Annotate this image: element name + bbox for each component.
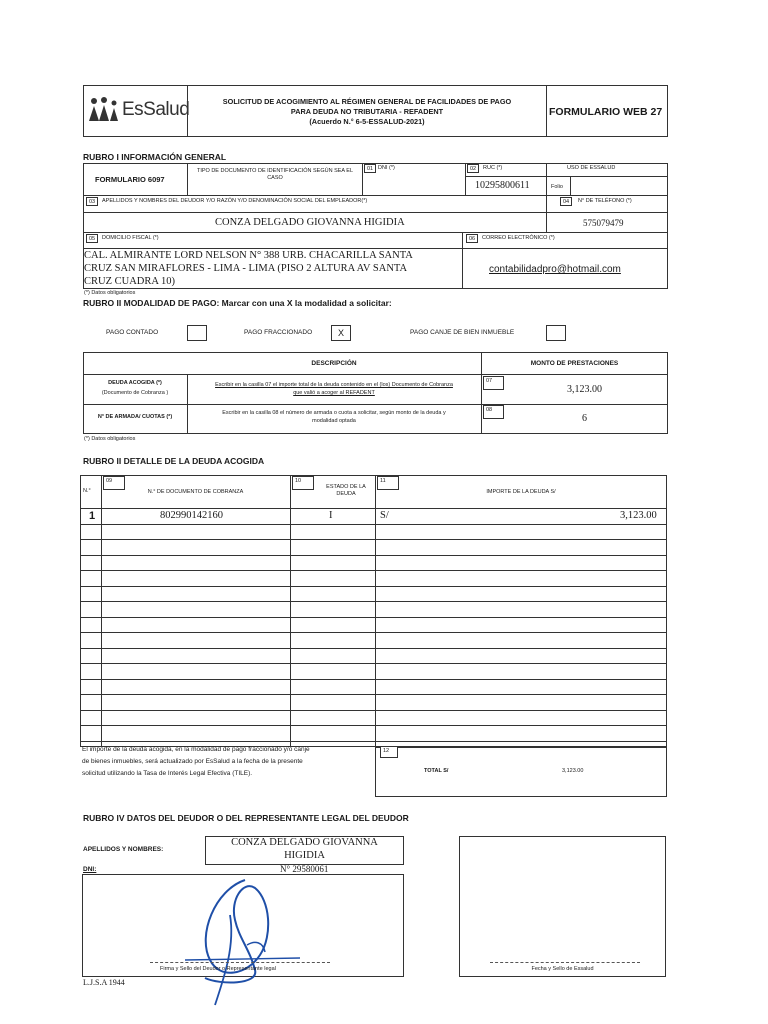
folio-label: Folio xyxy=(551,184,563,190)
cuotas-desc-1: Escribir en la casilla 08 el número de armada o cuota a solicitar, según monto de la deuda y xyxy=(222,410,446,416)
signature-caption: Firma y Sello del Deudor o Representante legal xyxy=(160,966,276,972)
essalud-caption: Fecha y Sello de Essalud xyxy=(531,966,594,972)
rubro1-heading: RUBRO I INFORMACIÓN GENERAL xyxy=(83,152,227,162)
table-row xyxy=(80,524,667,525)
table-row xyxy=(80,601,667,602)
rubro1-note: (*) Datos obligatorios xyxy=(84,290,136,296)
phone-value: 575079479 xyxy=(583,218,624,228)
table-row xyxy=(80,648,667,649)
footnote-line-1: El importe de la deuda acogida, en la modalidad de pago fraccionado y/o canje xyxy=(82,746,310,753)
table-row xyxy=(80,586,667,587)
address-label: DOMICILIO FISCAL (*) xyxy=(102,235,159,241)
title-line-2: PARA DEUDA NO TRIBUTARIA - REFADENT xyxy=(290,107,444,116)
table-row xyxy=(80,694,667,695)
address-line-2: CRUZ SAN MIRAFLORES - LIMA - LIMA (PISO 2 ALTURA AV SANTA xyxy=(84,263,408,274)
table-row xyxy=(80,679,667,680)
row-1-number: 1 xyxy=(89,510,96,522)
box-03: 03 xyxy=(86,197,98,206)
deuda-acogida-value: 3,123.00 xyxy=(567,384,602,395)
dni-field-label: DNI: xyxy=(83,866,97,873)
table-row xyxy=(80,570,667,571)
col-importe: IMPORTE DE LA DEUDA S/ xyxy=(486,489,556,495)
row-1-doc: 802990142160 xyxy=(160,510,223,521)
form-web-label: FORMULARIO WEB 27 xyxy=(549,106,663,118)
cuotas-label: N° DE ARMADA/ CUOTAS (*) xyxy=(97,414,173,420)
title-line-1: SOLICITUD DE ACOGIMIENTO AL RÉGIMEN GENERAL DE FACILIDADES DE PAGO xyxy=(222,97,512,106)
box-11: 11 xyxy=(377,476,399,490)
ruc-label: RUC (*) xyxy=(483,165,503,171)
col-doc: N.° DE DOCUMENTO DE COBRANZA xyxy=(147,489,244,495)
rubro3-heading: RUBRO II DETALLE DE LA DEUDA ACOGIDA xyxy=(83,456,265,466)
rubro2-heading: RUBRO II MODALIDAD DE PAGO: Marcar con una X la modalidad a solicitar: xyxy=(83,298,392,308)
cuotas-value: 6 xyxy=(582,413,587,424)
table-row xyxy=(80,725,667,726)
footnote-line-3: solicitud utilizando la Tasa de Interés Legal Efectiva (TILE). xyxy=(82,770,253,777)
box-02: 02 xyxy=(467,164,479,173)
cuotas-desc-2: modalidad optada xyxy=(312,418,356,424)
col-monto: MONTO DE PRESTACIONES xyxy=(530,360,619,367)
essalud-logo xyxy=(88,94,190,128)
box-01: 01 xyxy=(364,164,376,173)
email-label: CORREO ELECTRÓNICO (*) xyxy=(482,235,555,241)
table-row xyxy=(80,632,667,633)
footnote-line-2: de bienes inmuebles, será actualizado por EsSalud a la fecha de la presente xyxy=(82,758,303,765)
box-04: 04 xyxy=(560,197,572,206)
handwritten-signature xyxy=(175,860,305,1010)
box-09: 09 xyxy=(103,476,125,490)
col-estado: ESTADO DE LA DEUDA xyxy=(326,484,366,497)
option-fraccionado-label: PAGO FRACCIONADO xyxy=(244,329,313,336)
deuda-acogida-sublabel: (Documento de Cobranza ) xyxy=(101,390,169,396)
total-box xyxy=(375,747,667,797)
box-08: 08 xyxy=(483,405,504,419)
doc-type-label: TIPO DE DOCUMENTO DE IDENTIFICACIÓN SEGÚN SEA EL CASO xyxy=(196,168,354,181)
phone-label: N° DE TELÉFONO (*) xyxy=(578,198,632,204)
table-row xyxy=(80,539,667,540)
option-canje-checkbox[interactable] xyxy=(546,325,566,341)
ruc-value: 10295800611 xyxy=(475,180,530,191)
option-fraccionado-checkbox[interactable]: X xyxy=(331,325,351,341)
deuda-acogida-desc-1: Escribir en la casilla 07 el importe total de la deuda contenido en el (los) Documento de Cobranza xyxy=(215,382,453,388)
total-label: TOTAL S/ xyxy=(424,768,449,774)
table-row xyxy=(80,741,667,742)
option-contado-checkbox[interactable] xyxy=(187,325,207,341)
rubro2-note: (*) Datos obligatorios xyxy=(84,436,136,442)
box-07: 07 xyxy=(483,376,504,390)
col-n: N.° xyxy=(83,488,91,494)
names-field-label: APELLIDOS Y NOMBRES: xyxy=(83,846,164,853)
names-line-2: HIGIDIA xyxy=(284,850,325,861)
uso-essalud-label: USO DE ESSALUD xyxy=(567,165,616,171)
family-icon xyxy=(88,97,122,123)
option-canje-label: PAGO CANJE DE BIEN INMUEBLE xyxy=(410,329,515,336)
names-label: APELLIDOS Y NOMBRES DEL DEUDOR Y/O RAZÓN Y/O DENOMINACIÓN SOCIAL DEL EMPLEADOR(*) xyxy=(102,198,368,204)
box-10: 10 xyxy=(292,476,314,490)
address-line-1: CAL. ALMIRANTE LORD NELSON N° 388 URB. CHACARILLA SANTA xyxy=(84,250,413,261)
logo-text: EsSalud xyxy=(122,99,190,120)
form-number: FORMULARIO 6097 xyxy=(95,175,165,184)
row-1-estado: I xyxy=(329,510,333,521)
address-line-3: CRUZ CUADRA 10) xyxy=(84,276,176,287)
table-row xyxy=(80,555,667,556)
deuda-acogida-label: DEUDA ACOGIDA (*) xyxy=(108,380,162,386)
box-06: 06 xyxy=(466,234,478,243)
table-row xyxy=(80,617,667,618)
total-value: 3,123.00 xyxy=(562,768,584,774)
title-line-3: (Acuerdo N.° 6-5-ESSALUD-2021) xyxy=(309,117,425,126)
deuda-acogida-desc-2: que valió a acoger al REFADENT xyxy=(293,390,375,396)
email-value: contabilidadpro@hotmail.com xyxy=(489,264,621,275)
names-line-1: CONZA DELGADO GIOVANNA xyxy=(231,837,378,848)
debtor-name: CONZA DELGADO GIOVANNA HIGIDIA xyxy=(215,217,405,228)
table-row xyxy=(80,710,667,711)
row-1-importe: 3,123.00 xyxy=(620,510,657,521)
box-12: 12 xyxy=(380,746,398,758)
dni-value: N° 29580061 xyxy=(280,864,329,874)
rubro4-heading: RUBRO IV DATOS DEL DEUDOR O DEL REPRESENTANTE LEGAL DEL DEUDOR xyxy=(83,813,409,823)
essalud-stamp-box xyxy=(459,836,666,977)
dni-label: DNI (*) xyxy=(378,165,395,171)
table-row xyxy=(80,663,667,664)
row-1-currency: S/ xyxy=(380,510,389,521)
box-05: 05 xyxy=(86,234,98,243)
col-descripcion: DESCRIPCIÓN xyxy=(311,360,357,367)
option-contado-label: PAGO CONTADO xyxy=(106,329,159,336)
footer-code: L.J.S.A 1944 xyxy=(83,978,125,987)
